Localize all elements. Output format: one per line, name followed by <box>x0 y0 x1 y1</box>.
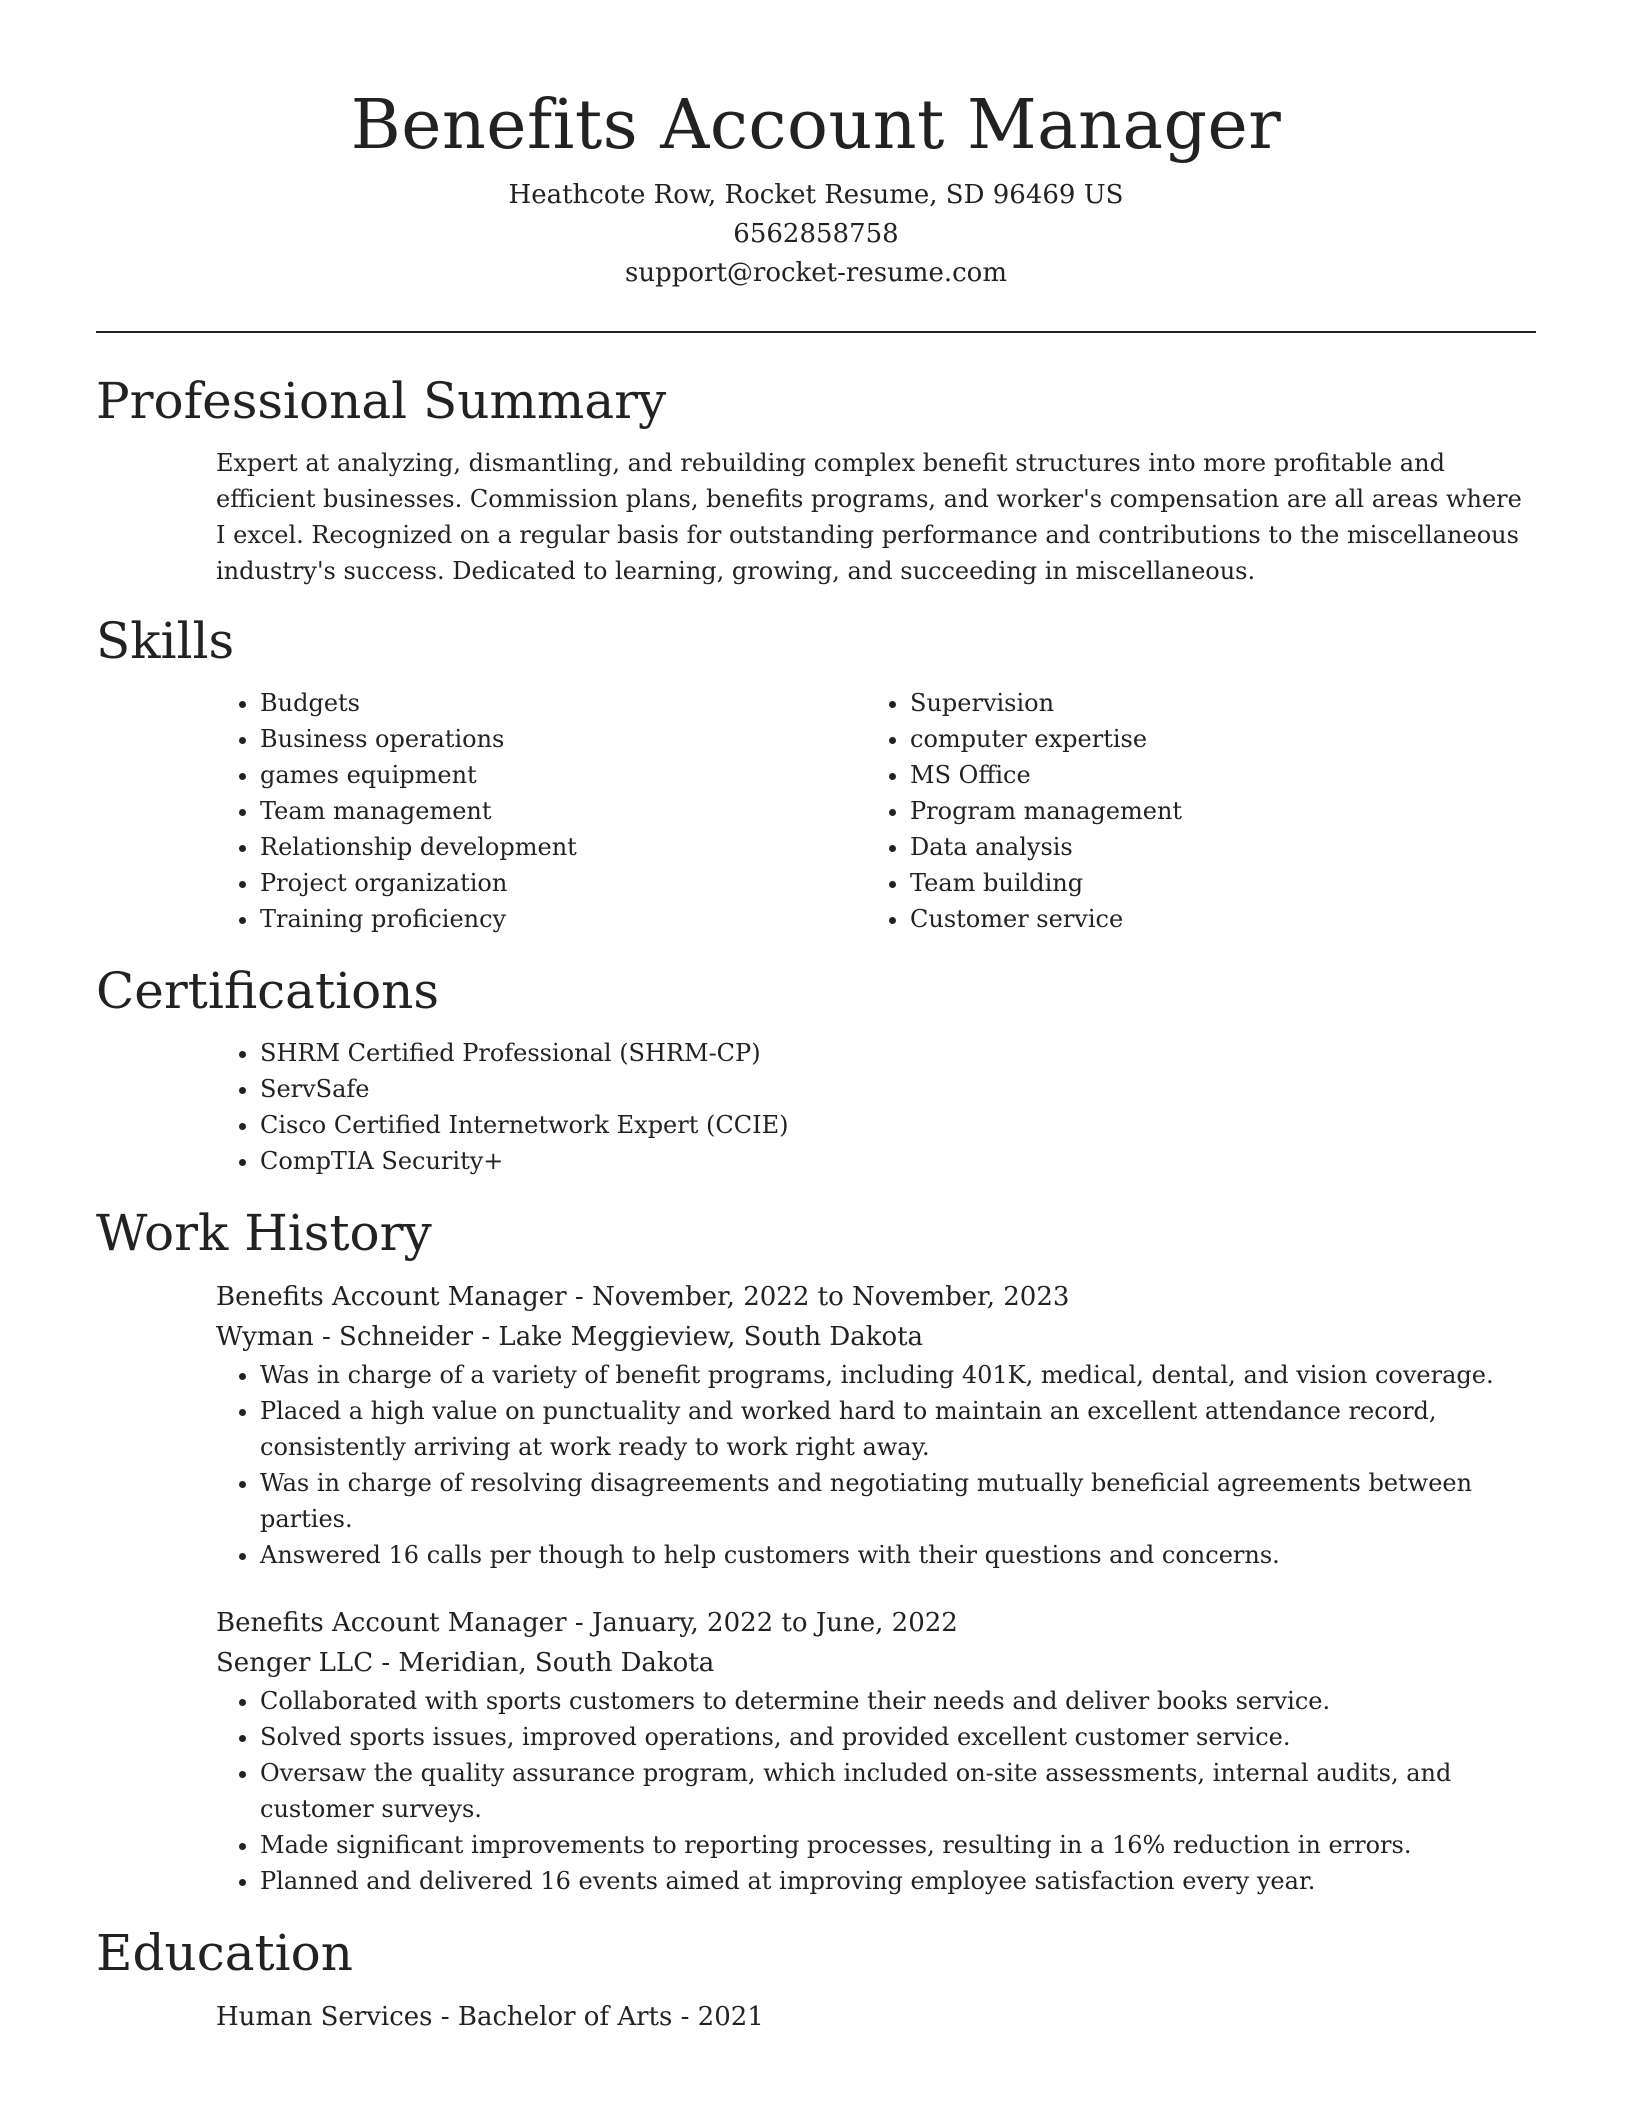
skill-item: • Project organization <box>260 865 866 901</box>
certifications-list <box>216 1035 1536 1179</box>
job-company-line <box>216 1643 1536 1683</box>
skill-item: • computer expertise <box>910 721 1516 757</box>
education-heading: Education <box>96 1924 353 1982</box>
job-duties-list <box>216 1683 1536 1899</box>
candidate-name: Benefits Account Manager <box>350 86 1282 165</box>
job-duty: • Oversaw the quality assurance program, which included on-site assessments, internal audits, and customer surveys. <box>260 1755 1536 1827</box>
skill-item: • Business operations <box>260 721 866 757</box>
job-location: Meridian, South Dakota <box>398 1648 715 1678</box>
job-role: Benefits Account Manager <box>216 1282 567 1312</box>
education-field: Human Services <box>216 2002 433 2032</box>
certification-item: • SHRM Certified Professional (SHRM-CP) <box>260 1035 1536 1071</box>
separator: - <box>432 2002 458 2032</box>
skill-item: • Program management <box>910 793 1516 829</box>
skill-item: • Supervision <box>910 685 1516 721</box>
separator: - <box>473 1322 499 1352</box>
contact-info <box>96 176 1536 293</box>
skill-item: • Team management <box>260 793 866 829</box>
job-duty: • Was in charge of a variety of benefit programs, including 401K, medical, dental, and vision coverage. <box>260 1357 1536 1393</box>
job-duty: • Planned and delivered 16 events aimed at improving employee satisfaction every year. <box>260 1863 1536 1899</box>
skill-item: • Budgets <box>260 685 866 721</box>
skills-column-right <box>866 685 1516 937</box>
education-entry <box>216 1997 1536 2037</box>
job-company: Senger LLC <box>216 1648 374 1678</box>
job-duty: • Made significant improvements to reporting processes, resulting in a 16% reduction in errors. <box>260 1827 1536 1863</box>
separator: - <box>566 1608 592 1638</box>
certifications-heading: Certifications <box>96 962 440 1020</box>
job-location: Lake Meggieview, South Dakota <box>498 1322 924 1352</box>
education-degree: Bachelor of Arts <box>457 2002 673 2032</box>
skill-item: • Relationship development <box>260 829 866 865</box>
work-history-heading: Work History <box>96 1204 432 1262</box>
job-dates: November, 2022 to November, 2023 <box>591 1282 1070 1312</box>
skills-section <box>96 609 1536 937</box>
skills-heading: Skills <box>96 612 235 670</box>
job-title-line <box>216 1603 1536 1643</box>
resume-header <box>96 0 1536 293</box>
skill-item: • Training proficiency <box>260 901 866 937</box>
job-entry <box>216 1603 1536 1899</box>
contact-address: Heathcote Row, Rocket Resume, SD 96469 US <box>508 180 1124 210</box>
skill-item: • Customer service <box>910 901 1516 937</box>
job-duty: • Was in charge of resolving disagreements and negotiating mutually beneficial agreements between parties. <box>260 1465 1536 1537</box>
job-duty: • Placed a high value on punctuality and worked hard to maintain an excellent attendance record, consistently arriving at work ready to work right away. <box>260 1393 1536 1465</box>
summary-heading: Professional Summary <box>96 372 667 430</box>
skill-item: • Data analysis <box>910 829 1516 865</box>
separator: - <box>373 1648 399 1678</box>
job-duties-list <box>216 1357 1536 1573</box>
education-year: 2021 <box>697 2002 764 2032</box>
contact-email: support@rocket-resume.com <box>624 258 1007 288</box>
job-entry <box>216 1277 1536 1573</box>
job-dates: January, 2022 to June, 2022 <box>591 1608 958 1638</box>
certification-item: • Cisco Certified Internetwork Expert (CCIE) <box>260 1107 1536 1143</box>
job-duty: • Collaborated with sports customers to determine their needs and deliver books service. <box>260 1683 1536 1719</box>
job-role: Benefits Account Manager <box>216 1608 567 1638</box>
skills-list-right <box>866 685 1516 937</box>
skills-grid <box>216 685 1536 937</box>
job-company: Wyman - Schneider <box>216 1322 474 1352</box>
skill-item: • MS Office <box>910 757 1516 793</box>
summary-text: Expert at analyzing, dismantling, and rebuilding complex benefit structures into more profitable and efficient businesses. Commission plans, benefits programs, and worker's compensation are all areas where I excel. Recognized on a regular basis for outstanding performance and contributions to the miscellaneous industry's success. Dedicated to learning, growing, and succeeding in miscellaneous. <box>216 449 1522 585</box>
job-title-line <box>216 1277 1536 1317</box>
header-divider <box>96 331 1536 333</box>
job-duty: • Answered 16 calls per though to help customers with their questions and concerns. <box>260 1537 1536 1573</box>
contact-phone: 6562858758 <box>733 219 899 249</box>
skills-list-left <box>216 685 866 937</box>
education-section <box>96 1921 1536 2037</box>
job-duty: • Solved sports issues, improved operations, and provided excellent customer service. <box>260 1719 1536 1755</box>
skill-item: • Team building <box>910 865 1516 901</box>
certification-item: • CompTIA Security+ <box>260 1143 1536 1179</box>
separator: - <box>566 1282 592 1312</box>
skills-column-left <box>216 685 866 937</box>
work-history-section <box>96 1201 1536 1899</box>
summary-section <box>96 369 1536 589</box>
separator: - <box>672 2002 698 2032</box>
skill-item: • games equipment <box>260 757 866 793</box>
resume-page <box>96 0 1536 2037</box>
certifications-section <box>96 959 1536 1179</box>
job-company-line <box>216 1317 1536 1357</box>
certification-item: • ServSafe <box>260 1071 1536 1107</box>
